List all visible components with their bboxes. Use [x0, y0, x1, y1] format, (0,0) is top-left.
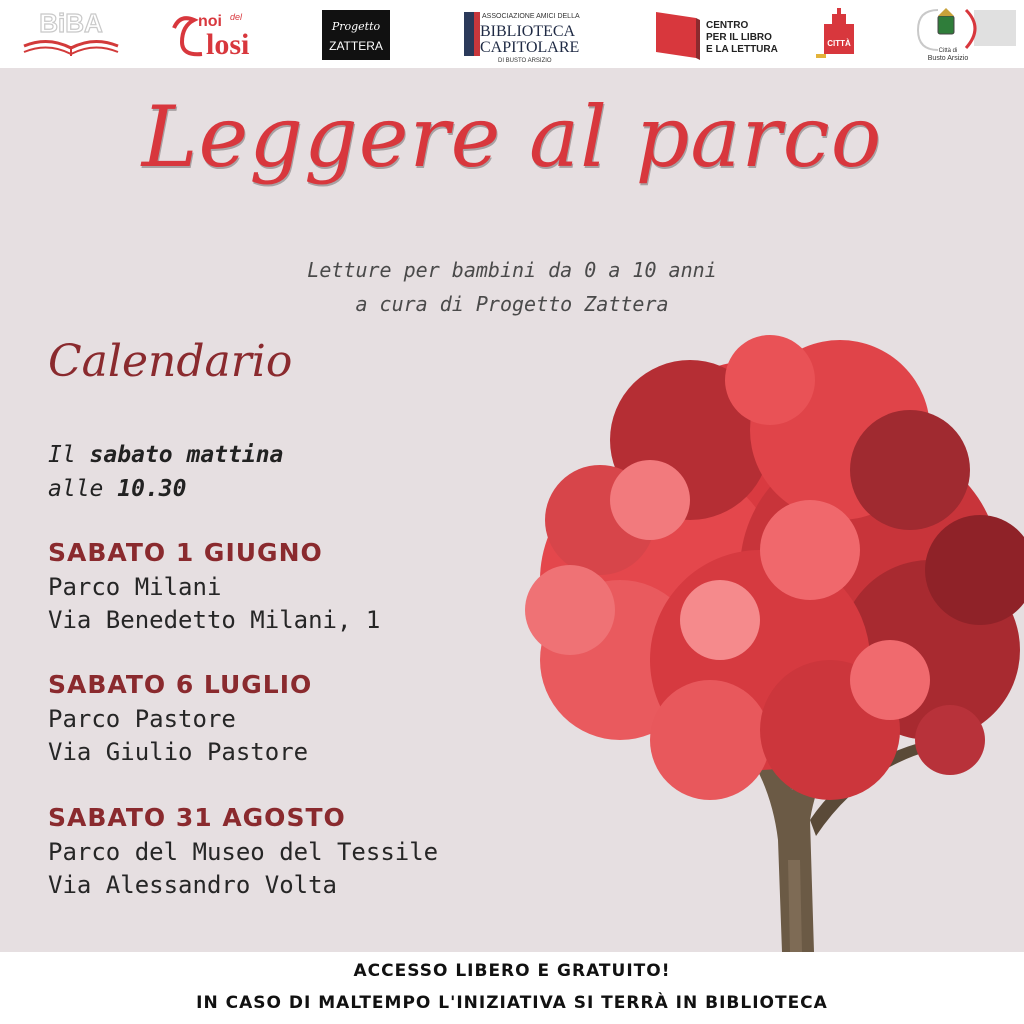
event-address: Via Alessandro Volta: [48, 871, 337, 899]
svg-text:ASSOCIAZIONE AMICI DELLA: ASSOCIAZIONE AMICI DELLA: [482, 13, 580, 20]
svg-text:del: del: [230, 12, 243, 22]
event-title: Leggere al parco: [141, 88, 883, 186]
red-tree-illustration: [510, 320, 1024, 952]
svg-text:Città di: Città di: [938, 48, 958, 54]
svg-text:CITTÀ: CITTÀ: [827, 39, 851, 48]
svg-text:DI BUSTO ARSIZIO: DI BUSTO ARSIZIO: [498, 58, 552, 64]
citta-che-legge-logo: [812, 4, 866, 64]
svg-text:losi: losi: [206, 28, 250, 61]
calendar-heading: Calendario: [48, 336, 293, 387]
svg-text:ZATTERA: ZATTERA: [329, 39, 383, 53]
calendar-intro-time: alle 10.30: [48, 476, 187, 502]
calendar-intro-day: Il sabato mattina: [48, 442, 284, 468]
event-park: Parco del Museo del Tessile: [48, 838, 439, 866]
footer-banner: [0, 952, 1024, 1024]
event-address: Via Benedetto Milani, 1: [48, 606, 381, 634]
event-subtitle-audience: Letture per bambini da 0 a 10 anni: [307, 258, 717, 282]
biba-logo: [16, 4, 126, 64]
svg-text:Busto Arsizio: Busto Arsizio: [927, 55, 969, 62]
citta-busto-arsizio-logo: [914, 4, 1018, 64]
noi-del-busto-logo: [168, 4, 258, 64]
event-address: Via Giulio Pastore: [48, 738, 309, 766]
footer-free-access: ACCESSO LIBERO E GRATUITO!: [353, 961, 671, 981]
event-date: SABATO 6 LUGLIO: [48, 670, 313, 699]
svg-text:E LA LETTURA: E LA LETTURA: [706, 44, 778, 55]
svg-text:CENTRO: CENTRO: [706, 20, 749, 31]
progetto-zattera-logo: [320, 4, 392, 64]
svg-text:noi: noi: [198, 13, 222, 30]
svg-text:CAPITOLARE: CAPITOLARE: [480, 39, 580, 56]
svg-text:BIBLIOTECA: BIBLIOTECA: [480, 23, 576, 40]
event-park: Parco Pastore: [48, 705, 236, 733]
biblioteca-capitolare-logo: [462, 4, 596, 64]
sponsor-logo-bar: [0, 0, 1024, 68]
biba-logo-text: BiBA: [39, 8, 103, 38]
event-park: Parco Milani: [48, 573, 222, 601]
event-date: SABATO 1 GIUGNO: [48, 538, 323, 567]
event-subtitle-organizer: a cura di Progetto Zattera: [355, 292, 669, 316]
svg-text:Progetto: Progetto: [331, 20, 381, 33]
svg-text:PER IL LIBRO: PER IL LIBRO: [706, 32, 772, 43]
centro-libro-lettura-logo: [652, 4, 786, 64]
footer-bad-weather-note: IN CASO DI MALTEMPO L'INIZIATIVA SI TERRÀ IN BIBLIOTECA: [196, 993, 828, 1013]
event-date: SABATO 31 AGOSTO: [48, 803, 346, 832]
